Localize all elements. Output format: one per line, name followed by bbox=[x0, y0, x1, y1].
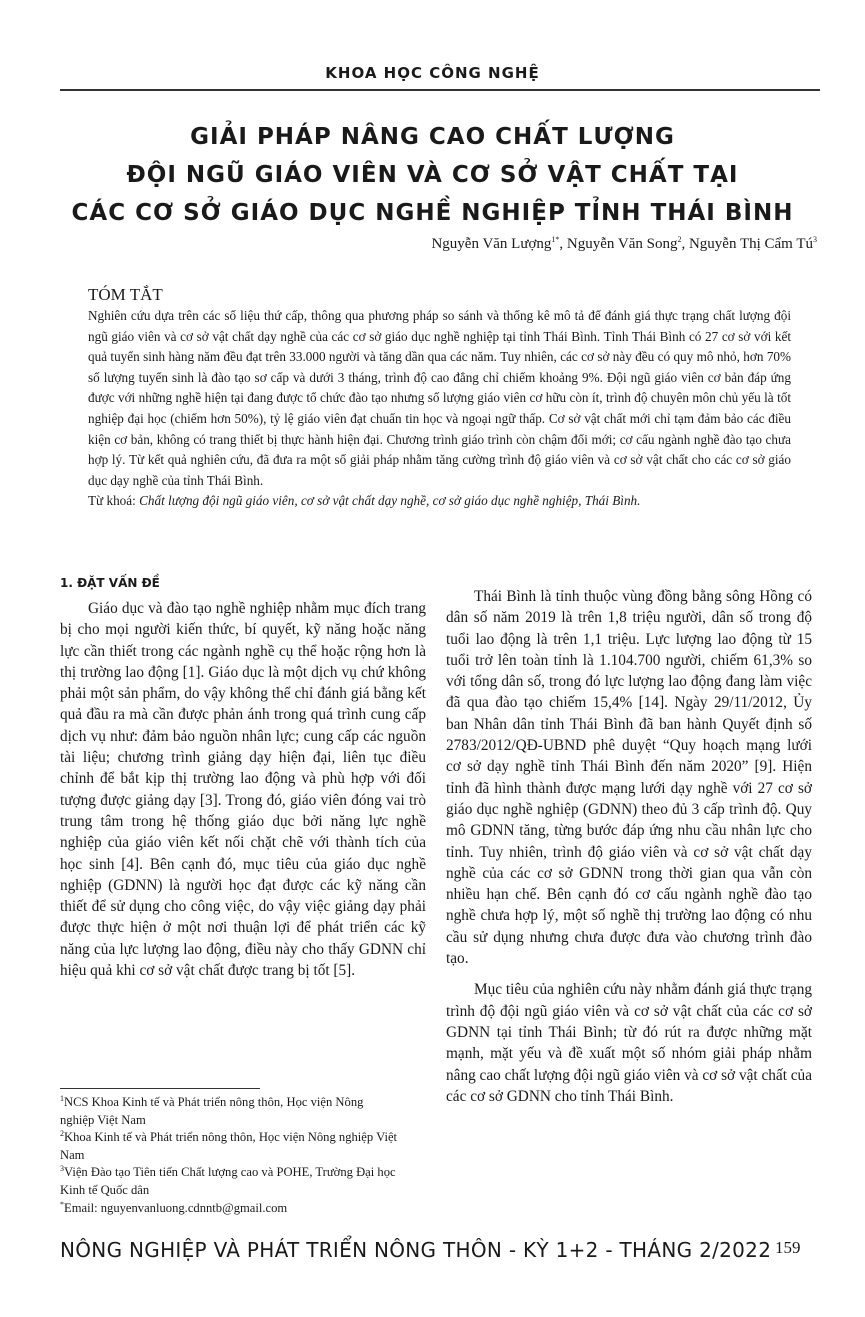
author-separator: , bbox=[681, 236, 689, 252]
header-rule bbox=[60, 89, 820, 91]
footnote bbox=[60, 1164, 400, 1199]
abstract bbox=[88, 284, 791, 512]
keywords bbox=[88, 491, 791, 512]
body-column-right bbox=[446, 586, 812, 1107]
section-label: KHOA HỌC CÔNG NGHỆ bbox=[325, 64, 540, 82]
title-line: CÁC CƠ SỞ GIÁO DỤC NGHỀ NGHIỆP TỈNH THÁI BÌNH bbox=[71, 200, 794, 226]
journal-footer: NÔNG NGHIỆP VÀ PHÁT TRIỂN NÔNG THÔN - KỲ 1+2 - THÁNG 2/2022 bbox=[60, 1238, 772, 1262]
footnote bbox=[60, 1094, 400, 1129]
keywords-label: Từ khoá: bbox=[88, 493, 140, 509]
title-line: GIẢI PHÁP NÂNG CAO CHẤT LƯỢNG bbox=[190, 124, 675, 150]
abstract-heading: TÓM TẮT bbox=[88, 285, 163, 304]
author-affiliation-mark: 2 bbox=[677, 235, 682, 244]
footnote-mark: 2 bbox=[60, 1129, 64, 1138]
article-title bbox=[40, 118, 825, 232]
footnote bbox=[60, 1129, 400, 1164]
page-number: 159 bbox=[775, 1238, 801, 1257]
footnote bbox=[60, 1200, 400, 1218]
footnotes bbox=[60, 1094, 400, 1217]
footnote-text: NCS Khoa Kinh tế và Phát triển nông thôn, Học viện Nông nghiệp Việt Nam bbox=[60, 1095, 364, 1127]
paragraph: Mục tiêu của nghiên cứu này nhằm đánh giá thực trạng trình độ đội ngũ giáo viên và cơ sở vật chất của các cơ sở GDNN tại tỉnh Thái Bình; từ đó rút ra được những mặt mạnh, mặt yếu và đề xuất một số nhóm giải pháp nhằm nâng cao chất lượng đội ngũ giáo viên và cơ sở vật chất của các cơ sở GDNN cho tỉnh Thái Bình. bbox=[446, 981, 812, 1105]
paragraph: Giáo dục và đào tạo nghề nghiệp nhằm mục đích trang bị cho mọi người kiến thức, bí quyết, kỹ năng hoặc năng lực cần thiết trong các ngành nghề cụ thể hoặc rộng hơn là thị trường lao động [1]. Giáo dục là một dịch vụ chứ không phải một sản phẩm, do vậy không thể chỉ đánh giá bằng kết quả đầu ra mà cần được phản ánh trong quá trình cung cấp dịch vụ như: đảm bảo nguồn nhân lực; cung cấp các nguồn tài liệu; chương trình giảng dạy hiện đại, liên tục điều chỉnh để bắt kịp thị trường lao động và phù hợp với đối tượng được giảng dạy [3]. Trong đó, giáo viên đóng vai trò trung tâm trong hệ thống giáo dục bởi năng lực nghề nghiệp của giáo viên kết nối chặt chẽ với thành tích của học sinh [4]. Bên cạnh đó, mục tiêu của giáo dục nghề nghiệp (GDNN) là người học đạt được các kỹ năng cần thiết để sử dụng cho công việc, do vậy việc giảng dạy phải được thực hiện ở một nơi thuận lợi để phát triển các kỹ năng của lực lượng lao động, điều này cho thấy GDNN chỉ hiệu quả khi cơ sở vật chất được trang bị tốt [5]. bbox=[60, 600, 426, 980]
footnote-mark: * bbox=[60, 1199, 64, 1209]
author-affiliation-mark: 3 bbox=[813, 235, 817, 244]
author-affiliation-mark: 1* bbox=[551, 235, 560, 244]
footnote-mark: 3 bbox=[60, 1164, 64, 1174]
title-line: ĐỘI NGŨ GIÁO VIÊN VÀ CƠ SỞ VẬT CHẤT TẠI bbox=[126, 162, 739, 188]
author-name: Nguyễn Văn Song bbox=[566, 236, 678, 252]
author-separator: , bbox=[559, 236, 567, 252]
authors bbox=[431, 236, 817, 253]
footnote-text: Email: nguyenvanluong.cdnntb@gmail.com bbox=[64, 1200, 288, 1215]
body-column-left bbox=[60, 574, 426, 981]
author-name: Nguyễn Văn Lượng bbox=[431, 236, 552, 252]
footnote-text: Viện Đào tạo Tiên tiến Chất lượng cao và POHE, Trường Đại học Kinh tế Quốc dân bbox=[60, 1165, 396, 1197]
footnote-text: Khoa Kinh tế và Phát triển nông thôn, Học viện Nông nghiệp Việt Nam bbox=[60, 1130, 398, 1162]
section-heading: 1. ĐẶT VẤN ĐỀ bbox=[60, 576, 160, 590]
footnote-divider bbox=[60, 1088, 260, 1089]
author-name: Nguyễn Thị Cẩm Tú bbox=[688, 236, 813, 252]
keywords-text: Chất lượng đội ngũ giáo viên, cơ sở vật chất dạy nghề, cơ sở giáo dục nghề nghiệp, Thái Bình. bbox=[139, 493, 641, 509]
paragraph: Thái Bình là tỉnh thuộc vùng đồng bằng sông Hồng có dân số năm 2019 là trên 1,8 triệu người, dân số trong độ tuổi lao động là trên 1,1 triệu. Lực lượng lao động từ 15 tuổi trở lên toàn tỉnh là 1.104.700 người, chiếm 61,3% so với tổng dân số, trong đó lực lượng lao động đang làm việc đã qua đào tạo chiếm 15,4% [14]. Ngày 29/11/2012, Ủy ban Nhân dân tỉnh Thái Bình đã ban hành Quyết định số 2783/2012/QĐ-UBND phê duyệt “Quy hoạch mạng lưới cơ sở dạy nghề tỉnh Thái Bình đến năm 2020” [9]. Hiện tỉnh đã hình thành được mạng lưới dạy nghề với 27 cơ sở giáo dục nghề nghiệp (GDNN) theo đủ 3 cấp trình độ. Quy mô GDNN tăng, từng bước đáp ứng nhu cầu nhân lực cho tỉnh. Tuy nhiên, trình độ giáo viên và cơ sở vật chất dạy nghề của các cơ sở GDNN trong thời gian qua vẫn còn nhiều hạn chế. Bên cạnh đó cơ cấu ngành nghề đào tạo nghề chưa hợp lý, một số nghề thị trường lao động có nhu cầu sử dụng nhưng chưa được đưa vào chương trình đào tạo. bbox=[446, 588, 812, 968]
abstract-text: Nghiên cứu dựa trên các số liệu thứ cấp, thông qua phương pháp so sánh và thống kê mô tả để đánh giá thực trạng chất lượng đội ngũ giáo viên và cơ sở vật chất dạy nghề của các cơ sở giáo dục nghề nghiệp tại tỉnh Thái Bình. Tỉnh Thái Bình có 27 cơ sở với kết quả tuyển sinh hàng năm đều đạt trên 33.000 người và tăng dần qua các năm. Tuy nhiên, các cơ sở này đều có quy mô nhỏ, hơn 70% số lượng tuyển sinh là đào tạo sơ cấp và dưới 3 tháng, trình độ cao đẳng chỉ chiếm khoảng 9%. Đội ngũ giáo viên cơ bản đáp ứng được với những nghề hiện tại đang được tổ chức đào tạo nhưng số lượng giáo viên cơ hữu còn ít, trình độ chuyên môn chủ yếu là tốt nghiệp đại học (chiếm hơn 50%), tỷ lệ giáo viên đạt chuẩn tin học và ngoại ngữ thấp. Cơ sở vật chất mới chỉ tạm đảm bảo các điều kiện cơ bản, không có trang thiết bị thực hành hiện đại. Chương trình giáo trình còn chậm đổi mới; cơ cấu ngành nghề đào tạo chưa hợp lý. Từ kết quả nghiên cứu, đã đưa ra một số giải pháp nhằm tăng cường trình độ giáo viên và cơ sở vật chất cho các cơ sở giáo dục dạy nghề của tỉnh Thái Bình. bbox=[88, 308, 791, 488]
footnote-mark: 1 bbox=[60, 1093, 64, 1103]
